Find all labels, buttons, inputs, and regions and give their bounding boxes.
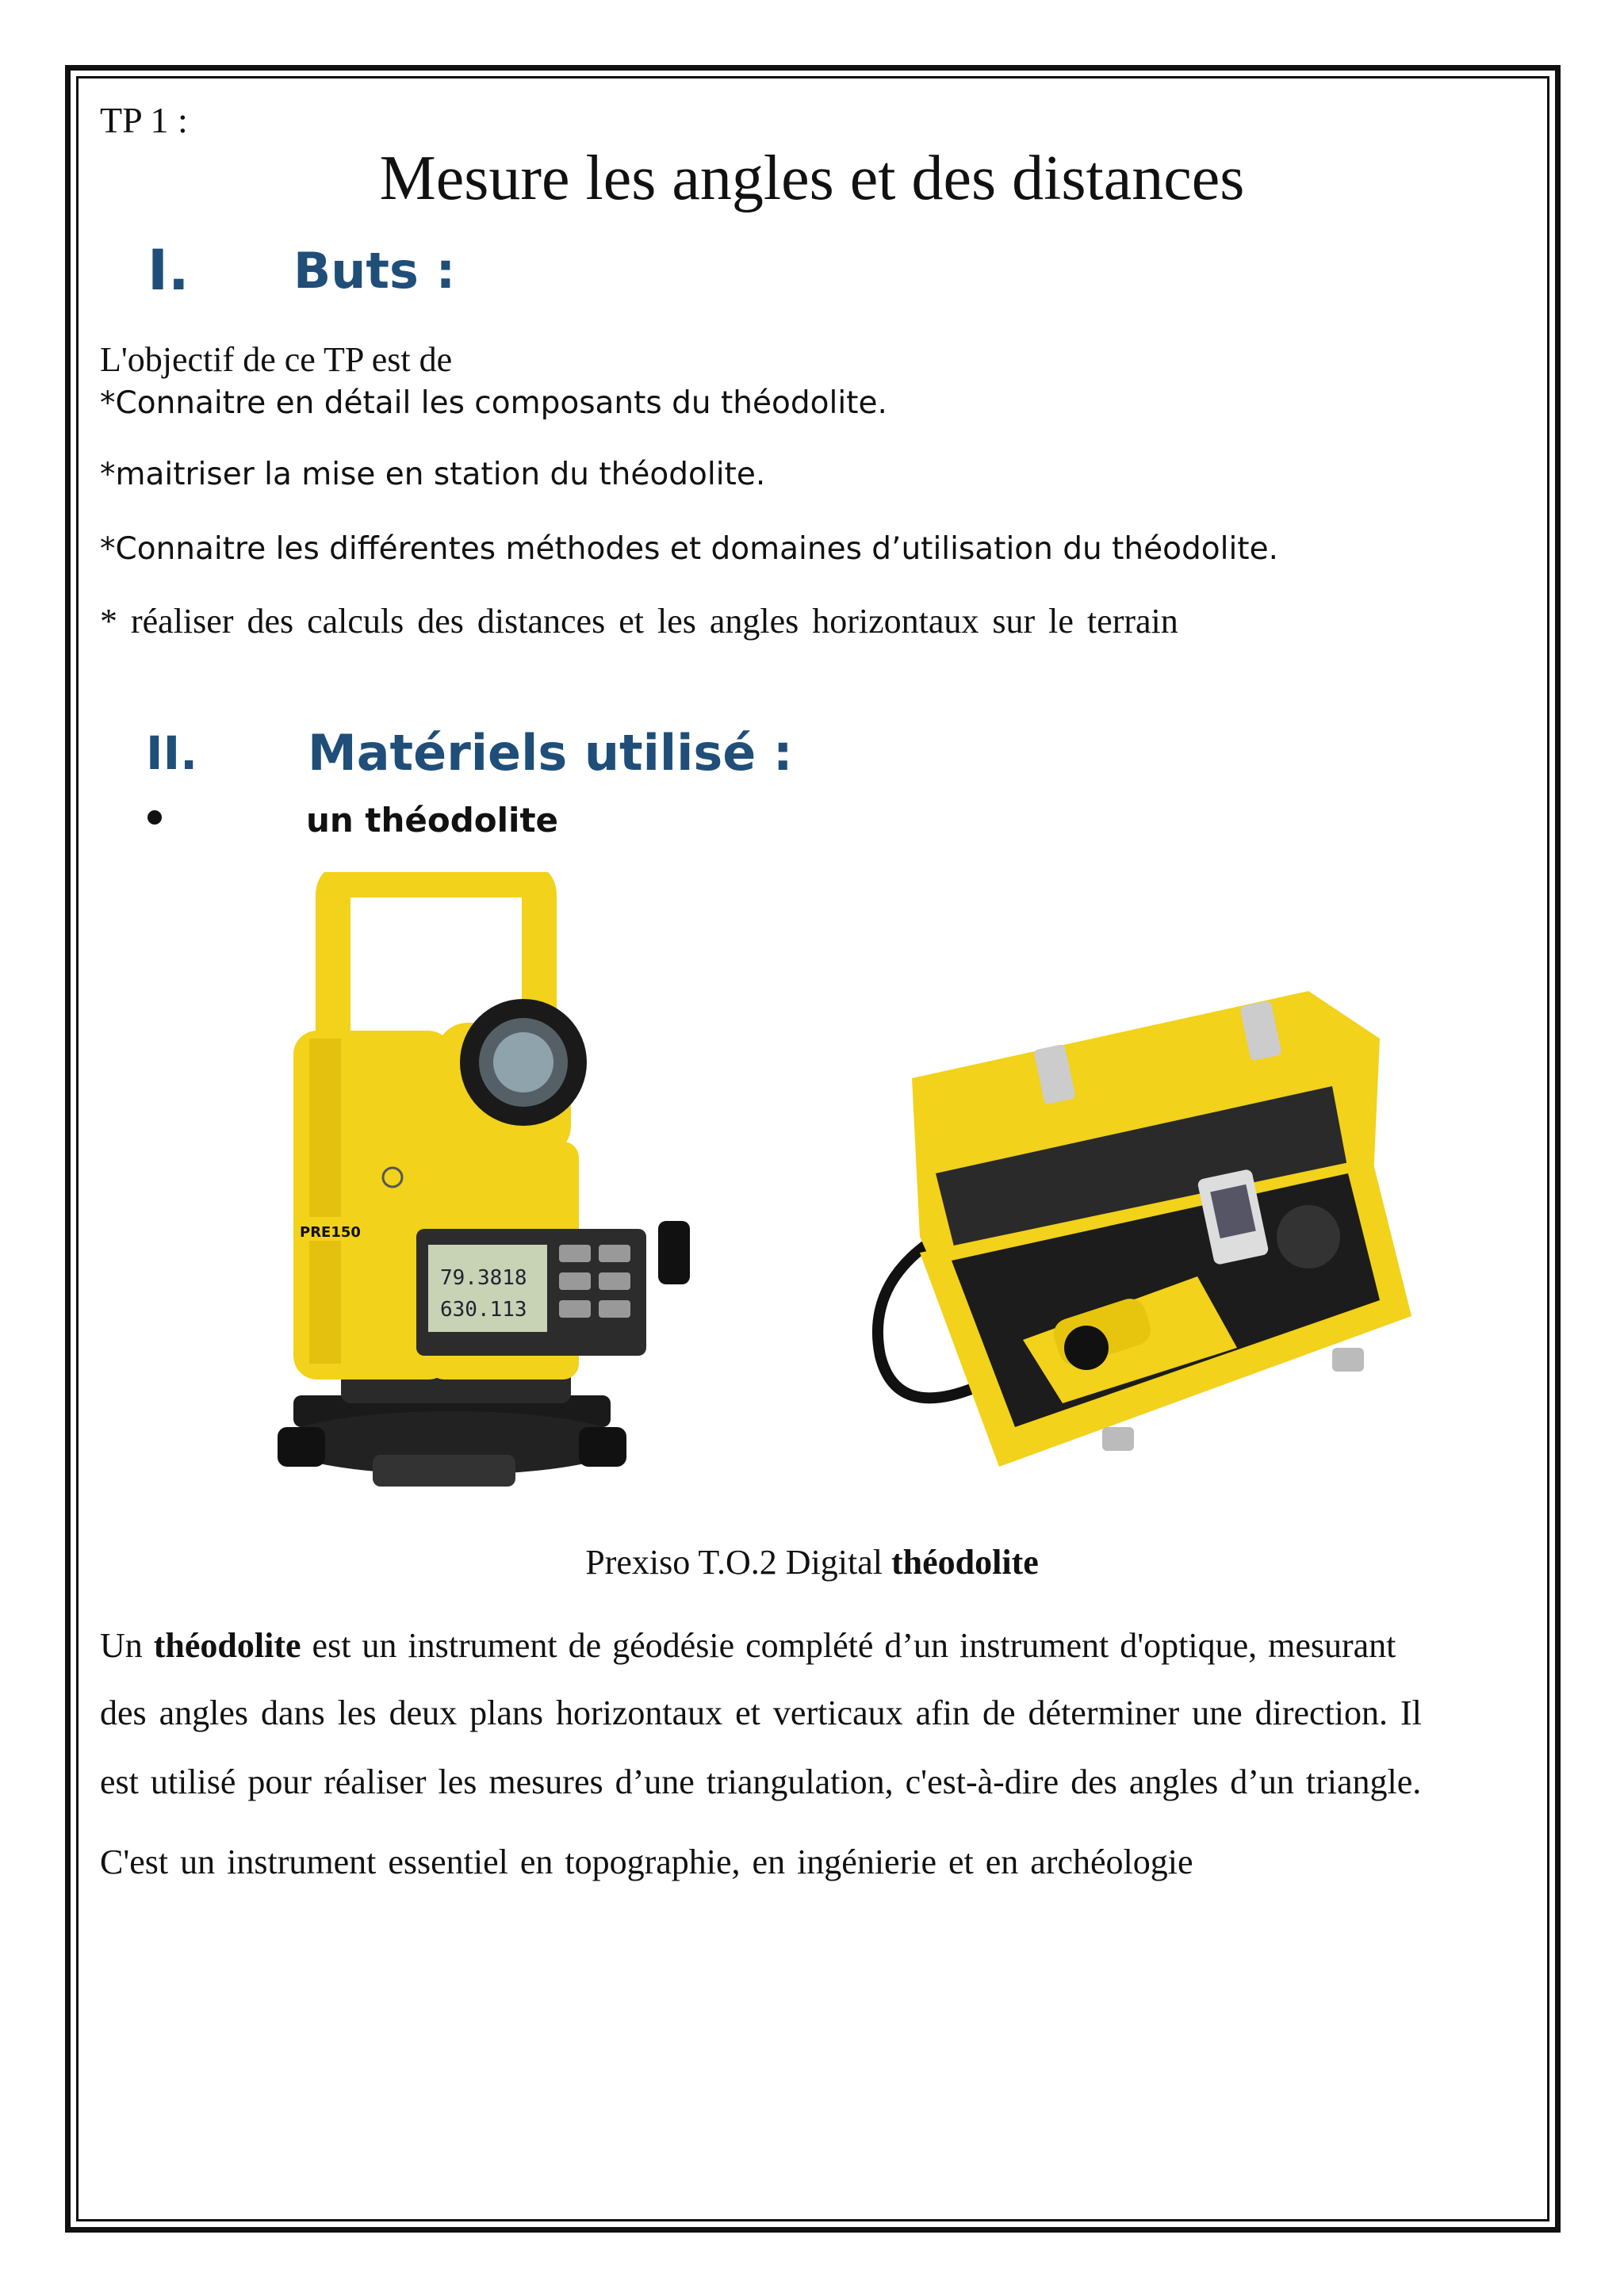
page-title: Mesure les angles et des distances <box>379 144 1245 213</box>
body-paragraph-line: Un théodolite est un instrument de géodésie complété d’un instrument d'optique, mesurant <box>100 1626 1396 1665</box>
tp-label: TP 1 : <box>100 100 188 140</box>
objective-item: *Connaitre les différentes méthodes et domaines d’utilisation du théodolite. <box>100 531 1278 567</box>
theodolite-instrument-image <box>262 872 690 1514</box>
equipment-item: un théodolite <box>306 801 559 840</box>
objective-item: *Connaitre en détail les composants du théodolite. <box>100 385 887 421</box>
section-2-number: II. <box>146 726 198 780</box>
bullet-icon <box>147 810 162 825</box>
figure-caption: Prexiso T.O.2 Digital théodolite <box>585 1543 1039 1582</box>
theodolite-case-image <box>864 975 1435 1483</box>
display-line-2: 630.113 <box>440 1298 527 1322</box>
body-paragraph-line: est utilisé pour réaliser les mesures d’une triangulation, c'est-à-dire des angles d’un triangle. <box>100 1762 1422 1801</box>
display-line-1: 79.3818 <box>440 1266 527 1290</box>
body-paragraph-line: C'est un instrument essentiel en topographie, en ingénierie et en archéologie <box>100 1843 1193 1881</box>
objective-item: *maitriser la mise en station du théodolite. <box>100 457 766 492</box>
section-1-heading: Buts : <box>293 242 456 300</box>
section-1-number: I. <box>147 238 190 303</box>
objectives-intro: L'objectif de ce TP est de <box>100 340 453 379</box>
body-paragraph-line: des angles dans les deux plans horizontaux et verticaux afin de déterminer une direction. Il <box>100 1693 1422 1732</box>
section-2-heading: Matériels utilisé : <box>308 724 793 782</box>
device-label: PRE150 <box>300 1224 361 1241</box>
objective-item: * réaliser des calculs des distances et les angles horizontaux sur le terrain <box>100 602 1178 641</box>
